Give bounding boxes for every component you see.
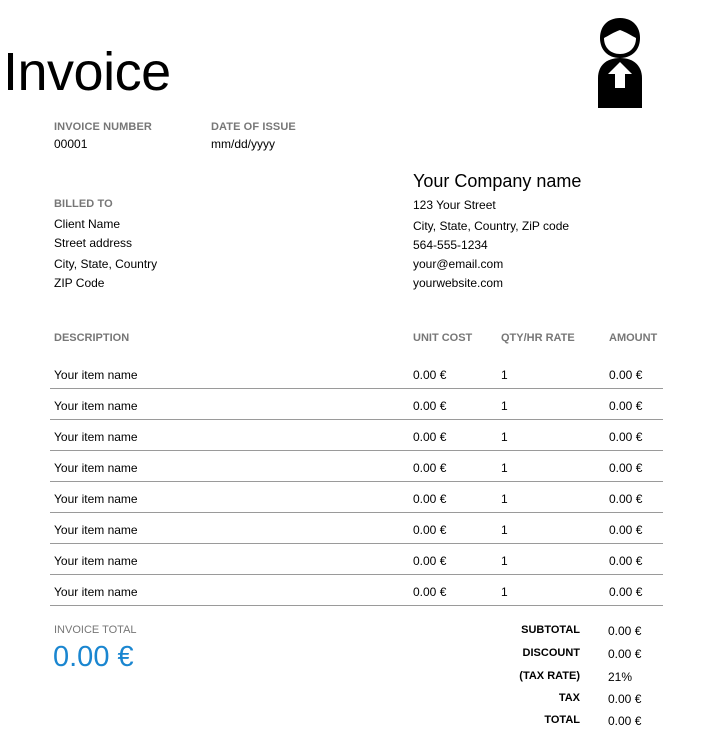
- item-amount: 0.00 €: [609, 554, 643, 568]
- item-amount: 0.00 €: [609, 523, 643, 537]
- item-qty[interactable]: 1: [501, 430, 508, 444]
- item-qty[interactable]: 1: [501, 492, 508, 506]
- item-description[interactable]: Your item name: [54, 492, 138, 506]
- item-unit-cost[interactable]: 0.00 €: [413, 368, 447, 382]
- item-description[interactable]: Your item name: [54, 461, 138, 475]
- item-qty[interactable]: 1: [501, 554, 508, 568]
- table-row: [50, 451, 663, 482]
- client-city[interactable]: City, State, Country: [54, 257, 158, 271]
- tax-label: TAX: [558, 692, 580, 704]
- tax-rate-label: (TAX RATE): [519, 670, 580, 682]
- company-email[interactable]: your@email.com: [413, 257, 504, 271]
- item-unit-cost[interactable]: 0.00 €: [413, 492, 447, 506]
- items-table: [50, 358, 663, 606]
- table-row: [50, 389, 663, 420]
- item-description[interactable]: Your item name: [54, 399, 138, 413]
- table-row: [50, 544, 663, 575]
- item-amount: 0.00 €: [609, 492, 643, 506]
- date-of-issue-value[interactable]: mm/dd/yyyy: [211, 137, 276, 151]
- item-qty[interactable]: 1: [501, 523, 508, 537]
- company-city[interactable]: City, State, Country, ZiP code: [413, 219, 570, 233]
- item-amount: 0.00 €: [609, 430, 643, 444]
- subtotal-label: SUBTOTAL: [521, 624, 580, 636]
- header-amount: AMOUNT: [609, 332, 658, 344]
- item-description[interactable]: Your item name: [54, 523, 138, 537]
- subtotal-value: 0.00 €: [608, 624, 642, 638]
- item-unit-cost[interactable]: 0.00 €: [413, 523, 447, 537]
- company-phone[interactable]: 564-555-1234: [413, 238, 488, 252]
- invoice-number-label: INVOICE NUMBER: [54, 121, 152, 133]
- client-zip[interactable]: ZIP Code: [54, 276, 105, 290]
- table-row: [50, 358, 663, 389]
- table-row: [50, 575, 663, 606]
- item-qty[interactable]: 1: [501, 461, 508, 475]
- table-row: [50, 482, 663, 513]
- total-label: TOTAL: [544, 714, 580, 726]
- item-amount: 0.00 €: [609, 585, 643, 599]
- table-row: [50, 513, 663, 544]
- item-unit-cost[interactable]: 0.00 €: [413, 585, 447, 599]
- header-unit-cost: UNIT COST: [413, 332, 473, 344]
- item-amount: 0.00 €: [609, 368, 643, 382]
- discount-value[interactable]: 0.00 €: [608, 647, 642, 661]
- company-street[interactable]: 123 Your Street: [413, 198, 496, 212]
- client-street[interactable]: Street address: [54, 236, 133, 250]
- item-qty[interactable]: 1: [501, 368, 508, 382]
- invoice-number-value[interactable]: 00001: [54, 137, 88, 151]
- tax-rate-value[interactable]: 21%: [608, 670, 633, 684]
- item-amount: 0.00 €: [609, 399, 643, 413]
- company-website[interactable]: yourwebsite.com: [413, 276, 504, 290]
- item-description[interactable]: Your item name: [54, 430, 138, 444]
- item-description[interactable]: Your item name: [54, 554, 138, 568]
- discount-label: DISCOUNT: [522, 647, 580, 659]
- item-description[interactable]: Your item name: [54, 585, 138, 599]
- item-unit-cost[interactable]: 0.00 €: [413, 430, 447, 444]
- client-name[interactable]: Client Name: [54, 217, 121, 231]
- page-title: Invoice: [3, 42, 171, 102]
- total-value: 0.00 €: [608, 714, 642, 728]
- item-unit-cost[interactable]: 0.00 €: [413, 461, 447, 475]
- item-qty[interactable]: 1: [501, 585, 508, 599]
- table-row: [50, 420, 663, 451]
- item-amount: 0.00 €: [609, 461, 643, 475]
- header-description: DESCRIPTION: [54, 332, 130, 344]
- item-description[interactable]: Your item name: [54, 368, 138, 382]
- person-upload-icon: [594, 16, 646, 108]
- billed-to-label: BILLED TO: [54, 198, 113, 210]
- tax-value: 0.00 €: [608, 692, 642, 706]
- header-qty: QTY/HR RATE: [501, 332, 575, 344]
- item-unit-cost[interactable]: 0.00 €: [413, 399, 447, 413]
- company-name[interactable]: Your Company name: [413, 171, 582, 191]
- date-of-issue-label: DATE OF ISSUE: [211, 121, 296, 133]
- item-unit-cost[interactable]: 0.00 €: [413, 554, 447, 568]
- invoice-total-value: 0.00 €: [53, 641, 134, 673]
- invoice-total-label: INVOICE TOTAL: [54, 624, 137, 636]
- item-qty[interactable]: 1: [501, 399, 508, 413]
